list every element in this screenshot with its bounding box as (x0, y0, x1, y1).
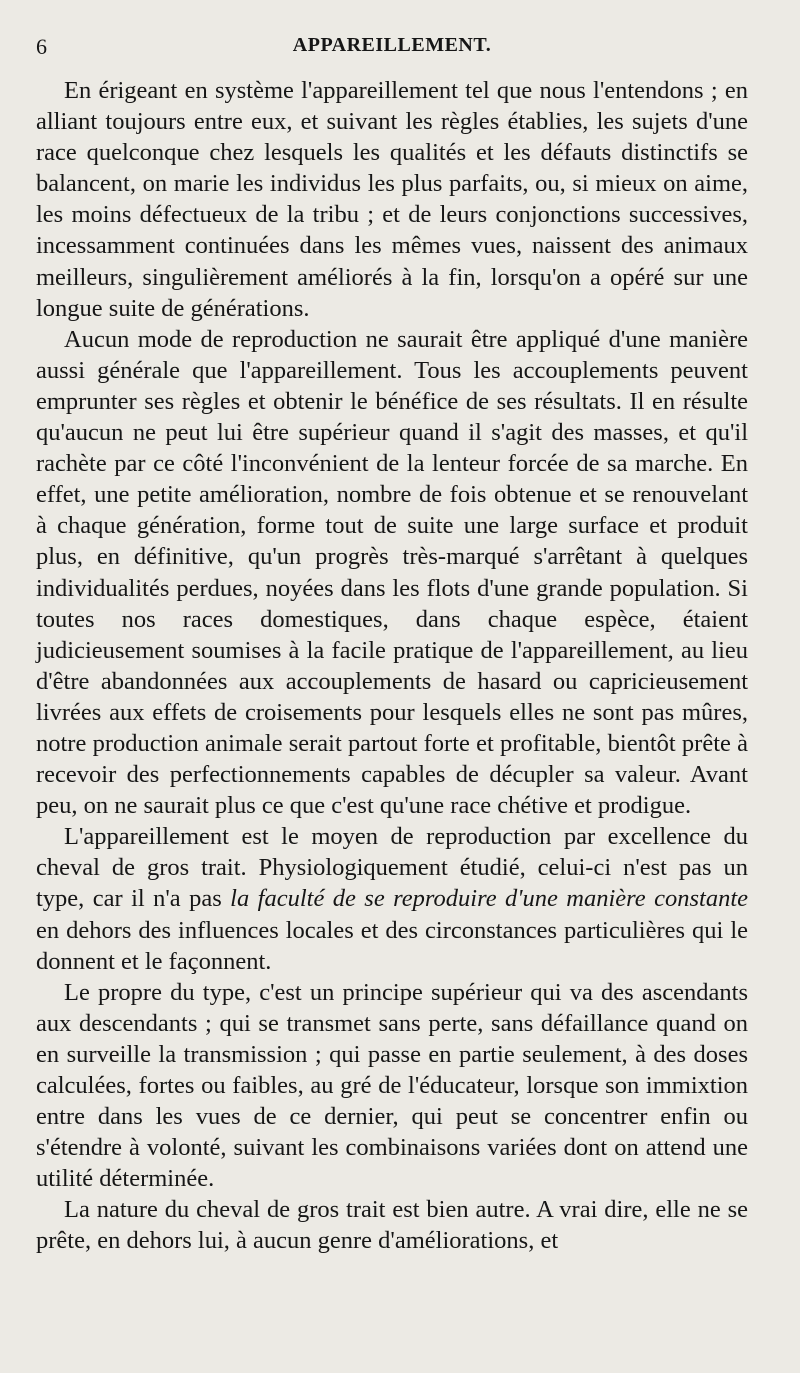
paragraph-3-italic-phrase: la faculté de se reproduire d'une manière constante (230, 885, 748, 913)
running-head (36, 32, 748, 62)
paragraph-3-text-after: en dehors des influences locales et des circonstances particulières qui le donnent et le façonnent. (36, 916, 748, 975)
page-number: 6 (36, 34, 48, 59)
paragraph-1: En érigeant en système l'appareillement tel que nous l'entendons ; en alliant toujours entre eux, et suivant les règles établies, les sujets d'une race quelconque chez lesquels les qualités et les défauts distinctifs se balancent, on marie les individus les plus parfaits, ou, si mieux on aime, les moins défectueux de la tribu ; et de leurs conjonctions successives, incessamment continuées dans les mêmes vues, naissent des animaux meilleurs, singulièrement améliorés à la fin, lorsqu'on a opéré sur une longue suite de générations. (36, 77, 748, 322)
paragraph-3-text-before: L'appareillement est le moyen de reproduction par excellence du cheval de gros trait. Physiologiquement étudié, celui-ci n'est pas un type, car il n'a pas (36, 823, 748, 913)
paragraph-2: Aucun mode de reproduction ne saurait être appliqué d'une manière aussi générale que l'appareillement. Tous les accouplements peuvent emprunter ses règles et obtenir le bénéfice de ses résultats. Il en résulte qu'aucun ne peut lui être supérieur quand il s'agit des masses, et qu'il rachète par ce côté l'inconvénient de la lenteur forcée de sa marche. En effet, une petite amélioration, nombre de fois obtenue et se renouvelant à chaque génération, forme tout de suite une large surface et produit plus, en définitive, qu'un progrès très-marqué s'arrêtant à quelques individualités perdues, noyées dans les flots d'une grande population. Si toutes nos races domestiques, dans chaque espèce, étaient judicieusement soumises à la facile pratique de l'appareillement, au lieu d'être abandonnées aux accouplements de hasard ou capricieusement livrées aux effets de croisements pour lesquels elles ne sont pas mûres, notre production animale serait partout forte et profitable, bientôt prête à recevoir des perfectionnements capables de décupler sa valeur. Avant peu, on ne saurait plus ce que c'est qu'une race chétive et prodigue. (36, 325, 748, 820)
running-title: APPAREILLEMENT. (292, 34, 492, 56)
paragraph-5: La nature du cheval de gros trait est bien autre. A vrai dire, elle ne se prête, en dehors lui, à aucun genre d'améliorations, et (36, 1196, 748, 1255)
body-text (36, 75, 748, 1257)
paragraph-4: Le propre du type, c'est un principe supérieur qui va des ascendants aux descendants ; qui se transmet sans perte, sans défaillance quand on en surveille la transmission ; qui passe en partie seulement, à des doses calculées, fortes ou faibles, au gré de l'éducateur, lorsque son immixtion entre dans les vues de ce dernier, qui peut se concentrer enfin ou s'étendre à volonté, suivant les combinaisons variées dont on attend une utilité déterminée. (36, 978, 748, 1193)
paragraph-3 (36, 821, 748, 976)
